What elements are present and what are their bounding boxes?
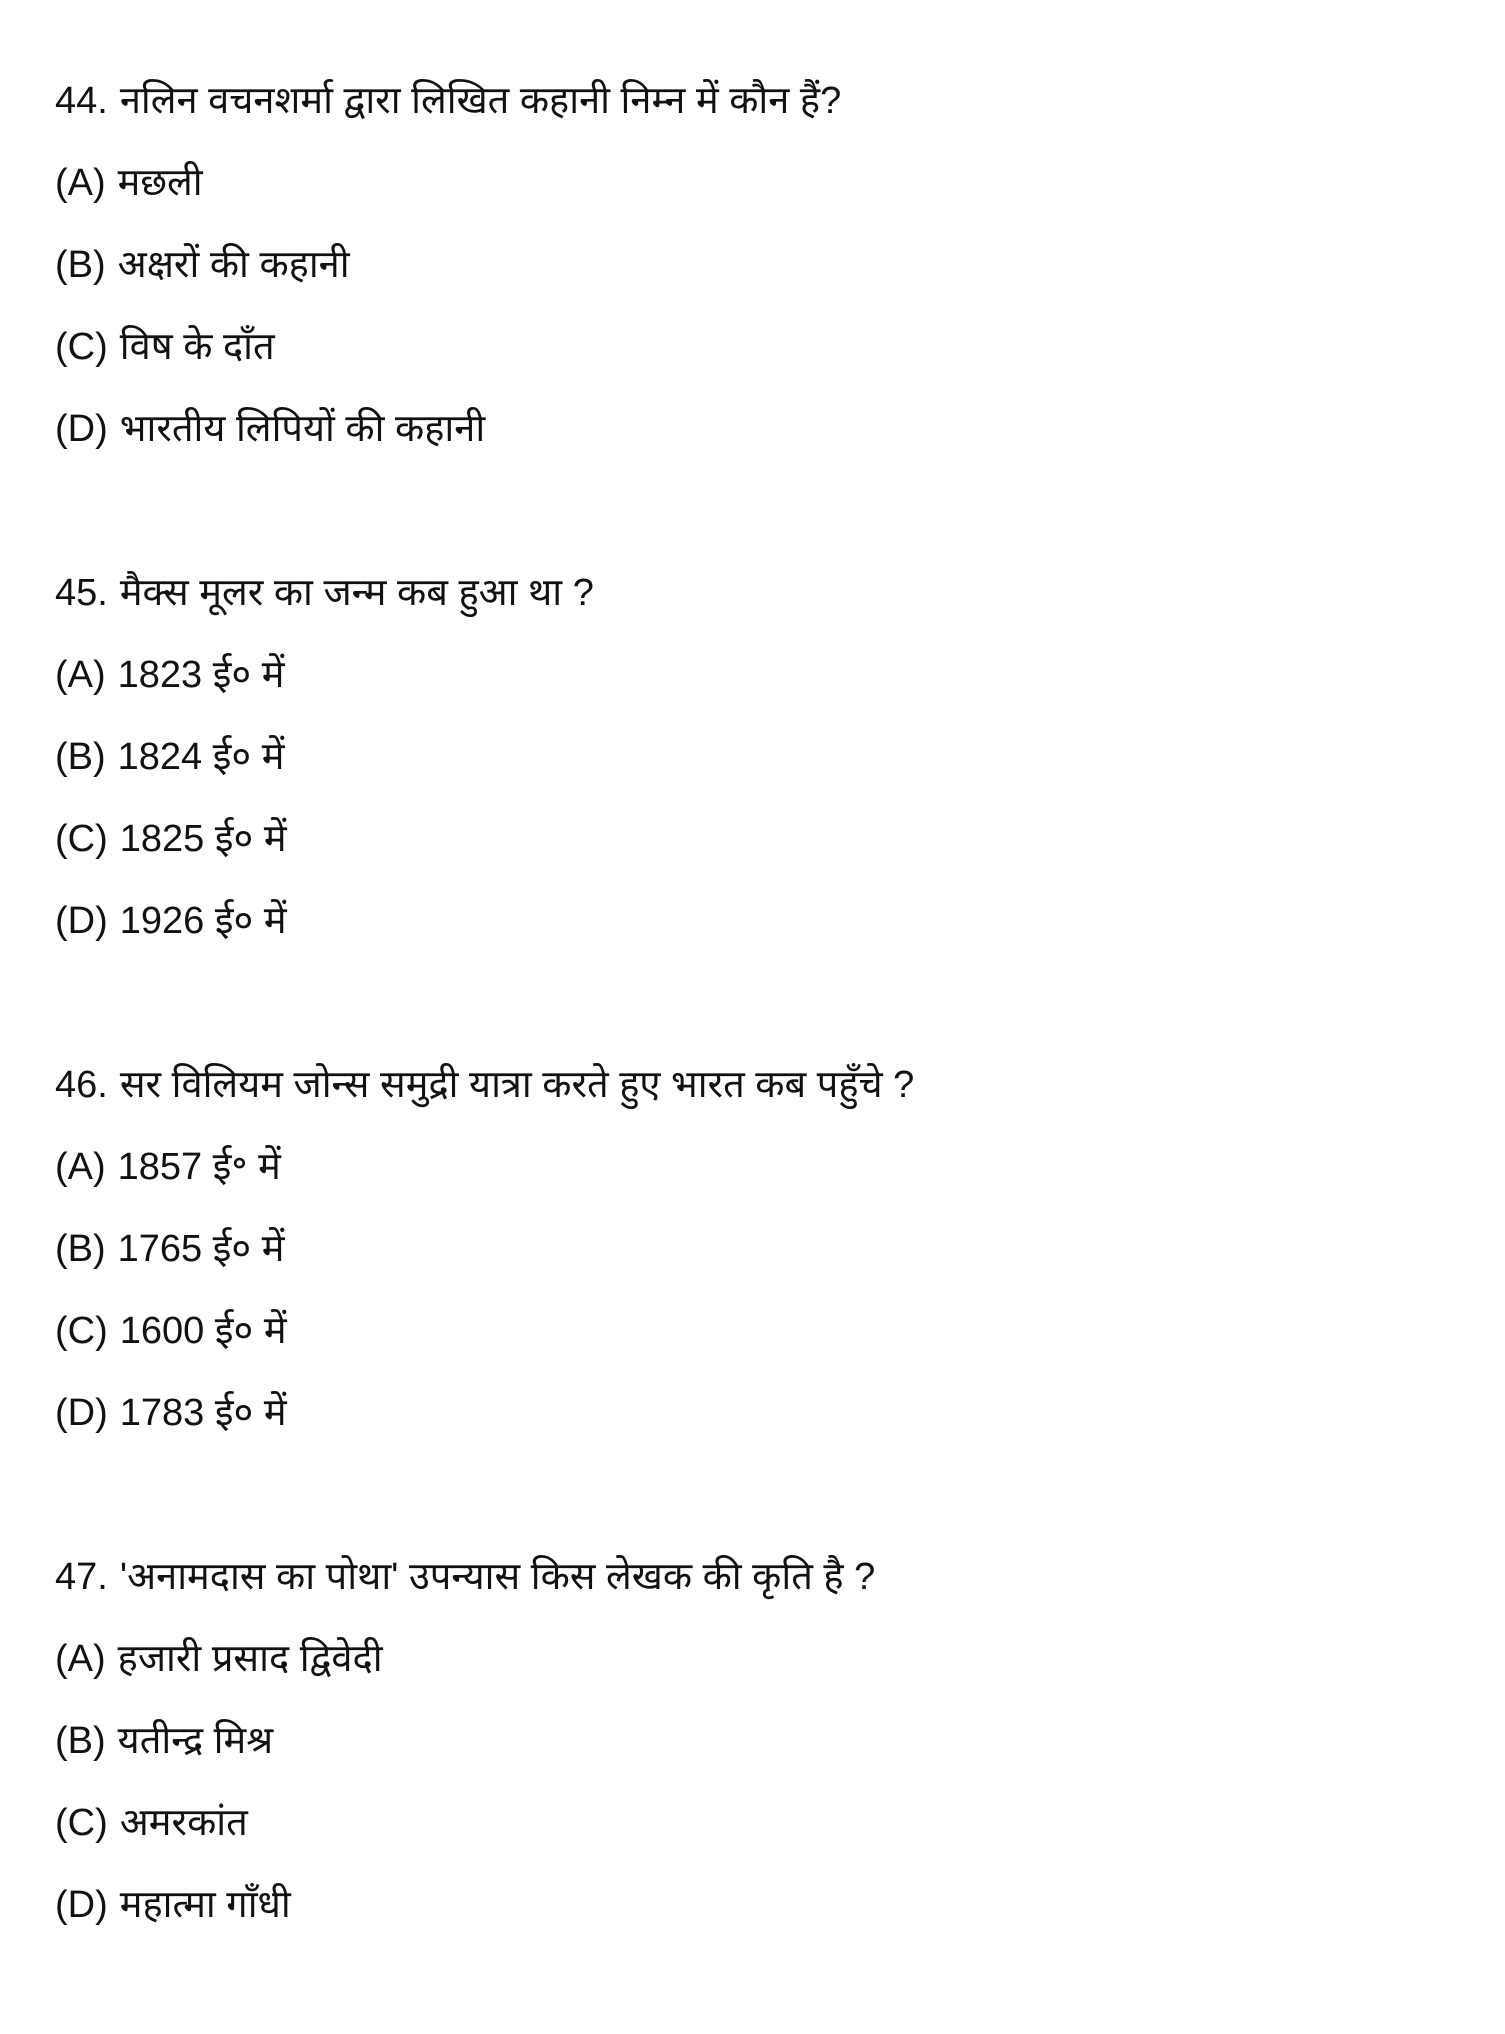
answer-option <box>55 388 1505 470</box>
question-page <box>55 60 1505 2028</box>
question-text: मैक्स मूलर का जन्म कब हुआ था ? <box>119 572 594 614</box>
answer-option <box>55 1208 1505 1290</box>
option-text: 1824 ई० में <box>117 736 285 778</box>
option-label: (C) <box>55 818 108 860</box>
answer-option <box>55 1372 1505 1454</box>
question-text: 'अनामदास का पोथा' उपन्यास किस लेखक की कृति है ? <box>119 1556 876 1598</box>
answer-option <box>55 1700 1505 1782</box>
question-block <box>55 60 1505 470</box>
option-text: भारतीय लिपियों की कहानी <box>119 408 486 450</box>
question-line <box>55 1044 1505 1126</box>
option-text: मछली <box>117 162 203 204</box>
option-label: (C) <box>55 1802 108 1844</box>
option-text: 1926 ई० में <box>119 900 287 942</box>
question-number: 45. <box>55 572 108 614</box>
answer-option <box>55 1618 1505 1700</box>
question-block <box>55 552 1505 962</box>
option-label: (D) <box>55 900 108 942</box>
option-text: महात्मा गाँधी <box>119 1884 291 1926</box>
option-label: (B) <box>55 736 106 778</box>
answer-option <box>55 306 1505 388</box>
option-label: (C) <box>55 1310 108 1352</box>
option-label: (C) <box>55 326 108 368</box>
option-label: (D) <box>55 1392 108 1434</box>
option-label: (A) <box>55 654 106 696</box>
option-label: (D) <box>55 408 108 450</box>
option-label: (D) <box>55 1884 108 1926</box>
answer-option <box>55 142 1505 224</box>
option-label: (A) <box>55 1638 106 1680</box>
option-label: (B) <box>55 1720 106 1762</box>
question-number: 46. <box>55 1064 108 1106</box>
answer-option <box>55 798 1505 880</box>
answer-option <box>55 634 1505 716</box>
option-text: हजारी प्रसाद द्विवेदी <box>117 1638 383 1680</box>
answer-option <box>55 716 1505 798</box>
question-line <box>55 60 1505 142</box>
question-line <box>55 1536 1505 1618</box>
option-label: (B) <box>55 1228 106 1270</box>
answer-option <box>55 1782 1505 1864</box>
option-text: अमरकांत <box>119 1802 248 1844</box>
question-number: 44. <box>55 80 108 122</box>
option-label: (B) <box>55 244 106 286</box>
answer-option <box>55 224 1505 306</box>
question-block <box>55 1536 1505 1946</box>
option-label: (A) <box>55 162 106 204</box>
option-text: यतीन्द्र मिश्र <box>117 1720 274 1762</box>
answer-option <box>55 1290 1505 1372</box>
question-text: नलिन वचनशर्मा द्वारा लिखित कहानी निम्न में कौन हैं? <box>119 80 842 122</box>
answer-option <box>55 1126 1505 1208</box>
question-text: सर विलियम जोन्स समुद्री यात्रा करते हुए भारत कब पहुँचे ? <box>119 1064 915 1106</box>
option-text: विष के दाँत <box>119 326 275 368</box>
question-number: 47. <box>55 1556 108 1598</box>
question-line <box>55 552 1505 634</box>
option-text: 1857 ई॰ में <box>117 1146 281 1188</box>
option-text: 1765 ई० में <box>117 1228 285 1270</box>
question-block <box>55 1044 1505 1454</box>
option-text: अक्षरों की कहानी <box>117 244 350 286</box>
option-text: 1783 ई० में <box>119 1392 287 1434</box>
option-text: 1825 ई० में <box>119 818 287 860</box>
option-text: 1600 ई० में <box>119 1310 287 1352</box>
option-label: (A) <box>55 1146 106 1188</box>
answer-option <box>55 880 1505 962</box>
answer-option <box>55 1864 1505 1946</box>
option-text: 1823 ई० में <box>117 654 285 696</box>
